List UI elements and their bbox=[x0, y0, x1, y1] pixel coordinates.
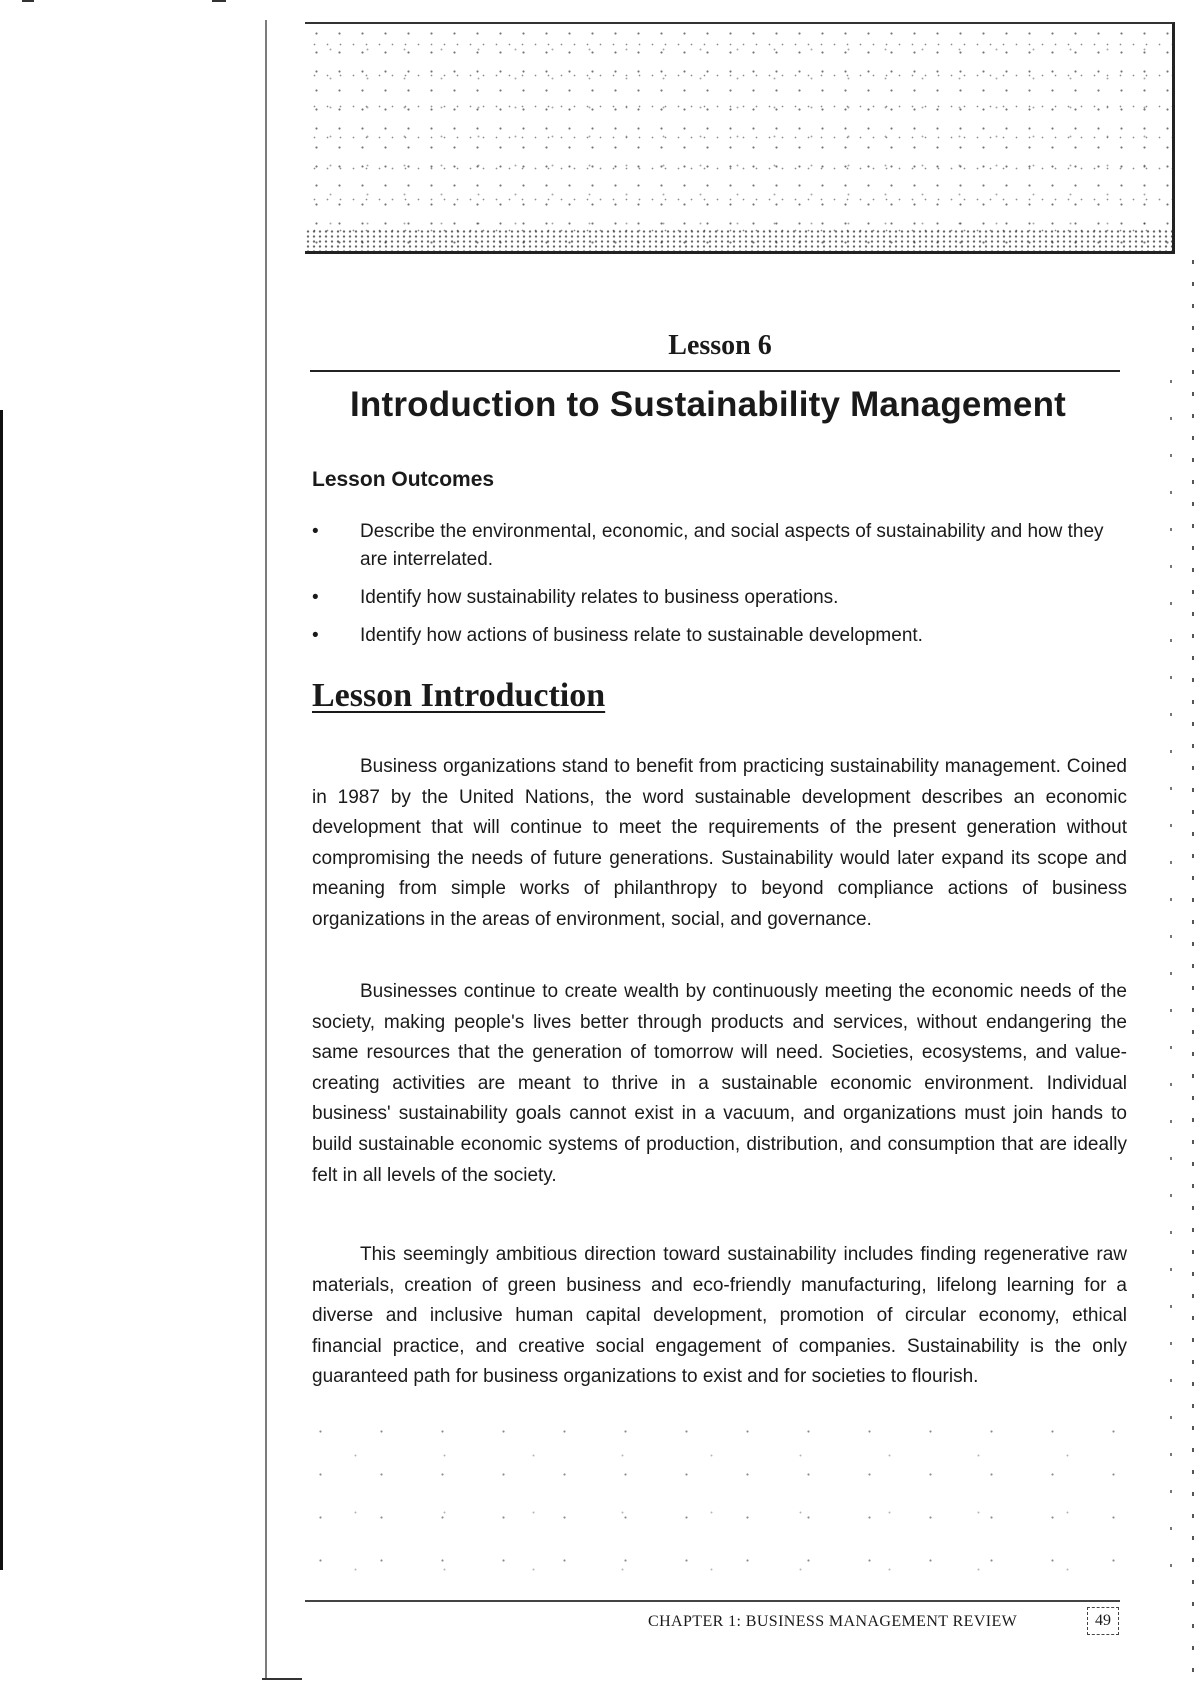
page-frame-line bbox=[265, 20, 267, 1680]
header-banner-image bbox=[305, 22, 1175, 254]
bullet-icon: • bbox=[312, 587, 319, 608]
body-paragraph: Businesses continue to create wealth by continuously meeting the economic needs of the society, making people's lives better through products and services, without endangering the same resources that the generation of tomorrow will need. Societies, ecosystems, and value-creating activities are meant to thrive in a sustainable economic environment. Individual business' sustainability goals cannot exist in a vacuum, and organizations must join hands to build sustainable economic systems of production, distribution, and consumption that are ideally felt in all levels of the society. bbox=[312, 981, 1127, 1186]
scan-edge-mark bbox=[0, 430, 3, 1570]
section-heading: Lesson Introduction bbox=[312, 677, 606, 714]
outcomes-heading: Lesson Outcomes bbox=[312, 468, 495, 491]
scan-edge-mark bbox=[212, 0, 226, 2]
footer-divider bbox=[305, 1600, 1120, 1602]
scan-edge-mark bbox=[22, 0, 34, 2]
body-paragraph: Business organizations stand to benefit from practicing sustainability management. Coined in 1987 by the United Nations, the word sustainable development describes an economic development that will continue to meet the requirements of the present generation without compromising the needs of future generations. Sustainability would later expand its scope and meaning from simple works of philanthropy to beyond compliance actions of business organizations in the areas of environment, social, and governance. bbox=[312, 756, 1127, 930]
page-frame-line bbox=[262, 1678, 302, 1680]
outcome-item bbox=[312, 622, 1127, 650]
outcome-item bbox=[312, 518, 1127, 574]
page-number: 49 bbox=[1087, 1607, 1119, 1635]
bullet-icon: • bbox=[312, 625, 319, 646]
footer-chapter-label: CHAPTER 1: BUSINESS MANAGEMENT REVIEW bbox=[648, 1613, 1018, 1630]
lesson-number: Lesson 6 bbox=[668, 330, 772, 361]
page-title: Introduction to Sustainability Management bbox=[350, 385, 1067, 424]
scan-noise-border bbox=[1170, 380, 1172, 1580]
outcomes-list bbox=[312, 518, 1127, 660]
scan-noise bbox=[290, 1410, 1120, 1590]
outcome-item bbox=[312, 584, 1127, 612]
title-divider bbox=[310, 370, 1120, 372]
outcome-text: Describe the environmental, economic, and social aspects of sustainability and how they are interrelated. bbox=[360, 521, 1104, 570]
outcome-text: Identify how sustainability relates to business operations. bbox=[360, 587, 839, 608]
bullet-icon: • bbox=[312, 521, 319, 542]
outcome-text: Identify how actions of business relate to sustainable development. bbox=[360, 625, 923, 646]
body-paragraph: This seemingly ambitious direction toward sustainability includes finding regenerative raw materials, creation of green business and eco-friendly manufacturing, lifelong learning for a diverse and inclusive human capital development, promotion of circular economy, ethical financial practice, and creative social engagement of companies. Sustainability is the only guaranteed path for business organizations to exist and for societies to flourish. bbox=[312, 1244, 1127, 1388]
scan-noise-border bbox=[1192, 260, 1194, 1680]
